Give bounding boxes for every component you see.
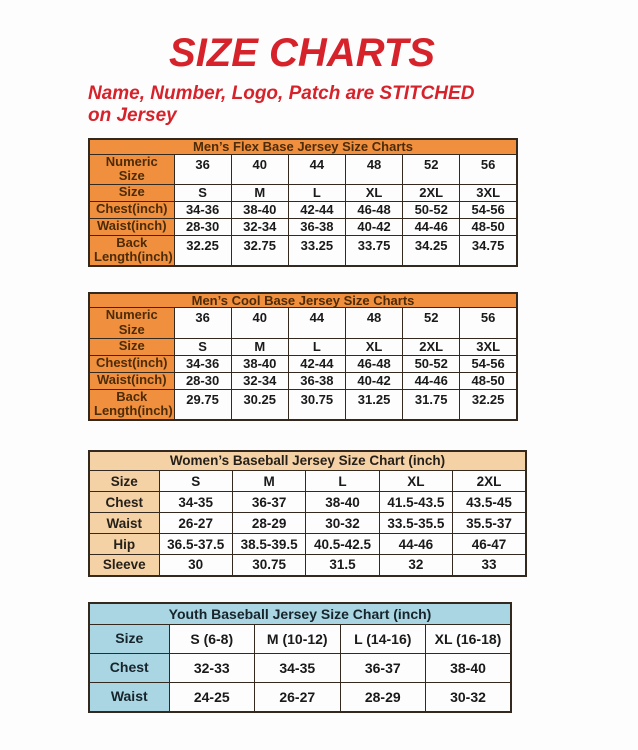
row-label: Chest (89, 654, 169, 683)
value-cell: M (231, 184, 288, 201)
value-cell: 56 (460, 154, 517, 184)
row-label: Waist(inch) (89, 218, 174, 235)
value-cell: 2XL (453, 471, 526, 492)
value-cell: 54-56 (460, 201, 517, 218)
value-cell: 30.75 (288, 389, 345, 420)
row-label: Chest (89, 492, 159, 513)
value-cell: 44 (288, 154, 345, 184)
value-cell: 44-46 (403, 372, 460, 389)
value-cell: S (174, 184, 231, 201)
value-cell: 34-36 (174, 201, 231, 218)
table-row-waist-inch- (89, 218, 517, 235)
value-cell: 40-42 (345, 218, 402, 235)
value-cell: 54-56 (460, 355, 517, 372)
table-row-numeric-size (89, 154, 517, 184)
value-cell: 38-40 (426, 654, 512, 683)
size-tables-container (88, 138, 638, 713)
value-cell: S (6-8) (169, 625, 255, 654)
value-cell: XL (345, 338, 402, 355)
value-cell: 36-37 (232, 492, 305, 513)
table-row-sleeve (89, 555, 526, 576)
table-row-waist-inch- (89, 372, 517, 389)
table-row-size (89, 471, 526, 492)
row-label: Numeric Size (89, 154, 174, 184)
value-cell: 28-29 (340, 683, 426, 712)
value-cell: 2XL (403, 338, 460, 355)
value-cell: 30.75 (232, 555, 305, 576)
value-cell: 34.75 (460, 235, 517, 266)
row-label: Size (89, 471, 159, 492)
row-label: Numeric Size (89, 308, 174, 338)
row-label: Hip (89, 534, 159, 555)
value-cell: 56 (460, 308, 517, 338)
row-label: Size (89, 184, 174, 201)
row-label: Waist (89, 683, 169, 712)
size-table-mens-flex-base (88, 138, 518, 267)
value-cell: 32.25 (460, 389, 517, 420)
row-label: Chest(inch) (89, 201, 174, 218)
table-row-hip (89, 534, 526, 555)
value-cell: 43.5-45 (453, 492, 526, 513)
value-cell: L (14-16) (340, 625, 426, 654)
value-cell: 38.5-39.5 (232, 534, 305, 555)
value-cell: 32.25 (174, 235, 231, 266)
value-cell: 33.75 (345, 235, 402, 266)
table-row-back-length-inch- (89, 235, 517, 266)
value-cell: 46-48 (345, 355, 402, 372)
value-cell: 31.25 (345, 389, 402, 420)
value-cell: 3XL (460, 184, 517, 201)
row-label: Size (89, 338, 174, 355)
table-title: Youth Baseball Jersey Size Chart (inch) (89, 603, 511, 625)
value-cell: M (232, 471, 305, 492)
value-cell: M (10-12) (255, 625, 341, 654)
value-cell: XL (16-18) (426, 625, 512, 654)
value-cell: 32-34 (231, 372, 288, 389)
value-cell: 40-42 (345, 372, 402, 389)
table-row-chest (89, 654, 511, 683)
table-row-back-length-inch- (89, 389, 517, 420)
table-title: Men’s Flex Base Jersey Size Charts (89, 139, 517, 154)
value-cell: 32.75 (231, 235, 288, 266)
table-row-chest (89, 492, 526, 513)
value-cell: L (306, 471, 379, 492)
value-cell: 30.25 (231, 389, 288, 420)
table-row-size (89, 625, 511, 654)
value-cell: 42-44 (288, 355, 345, 372)
value-cell: 34-35 (159, 492, 232, 513)
value-cell: 2XL (403, 184, 460, 201)
value-cell: 48-50 (460, 372, 517, 389)
value-cell: 34-35 (255, 654, 341, 683)
size-table-youth-baseball (88, 602, 512, 713)
value-cell: 33.25 (288, 235, 345, 266)
table-row-size (89, 184, 517, 201)
row-label: Sleeve (89, 555, 159, 576)
value-cell: 44-46 (379, 534, 452, 555)
row-label: Back Length(inch) (89, 235, 174, 266)
value-cell: 50-52 (403, 355, 460, 372)
value-cell: 26-27 (255, 683, 341, 712)
value-cell: 30-32 (426, 683, 512, 712)
size-table-womens-baseball (88, 450, 527, 577)
table-row-waist (89, 683, 511, 712)
value-cell: 33.5-35.5 (379, 513, 452, 534)
value-cell: 38-40 (231, 201, 288, 218)
row-label: Waist(inch) (89, 372, 174, 389)
value-cell: 26-27 (159, 513, 232, 534)
value-cell: S (159, 471, 232, 492)
value-cell: 29.75 (174, 389, 231, 420)
value-cell: L (288, 338, 345, 355)
table-row-waist (89, 513, 526, 534)
value-cell: 30-32 (306, 513, 379, 534)
value-cell: L (288, 184, 345, 201)
value-cell: 28-30 (174, 372, 231, 389)
value-cell: 36-37 (340, 654, 426, 683)
table-title-row (89, 293, 517, 308)
table-row-chest-inch- (89, 201, 517, 218)
value-cell: 48-50 (460, 218, 517, 235)
value-cell: 52 (403, 308, 460, 338)
value-cell: 40 (231, 154, 288, 184)
value-cell: 33 (453, 555, 526, 576)
value-cell: 31.5 (306, 555, 379, 576)
value-cell: 48 (345, 154, 402, 184)
value-cell: 50-52 (403, 201, 460, 218)
value-cell: 3XL (460, 338, 517, 355)
table-row-numeric-size (89, 308, 517, 338)
value-cell: 28-30 (174, 218, 231, 235)
table-title-row (89, 451, 526, 471)
value-cell: 36-38 (288, 372, 345, 389)
value-cell: 48 (345, 308, 402, 338)
table-row-chest-inch- (89, 355, 517, 372)
value-cell: 36 (174, 308, 231, 338)
value-cell: XL (379, 471, 452, 492)
subtitle (88, 83, 638, 127)
value-cell: 40 (231, 308, 288, 338)
value-cell: S (174, 338, 231, 355)
value-cell: 38-40 (231, 355, 288, 372)
value-cell: 24-25 (169, 683, 255, 712)
value-cell: M (231, 338, 288, 355)
value-cell: 32-34 (231, 218, 288, 235)
subtitle-line-1: Name, Number, Logo, Patch are STITCHED (88, 83, 475, 104)
value-cell: 32 (379, 555, 452, 576)
value-cell: 44-46 (403, 218, 460, 235)
value-cell: 30 (159, 555, 232, 576)
value-cell: XL (345, 184, 402, 201)
value-cell: 36.5-37.5 (159, 534, 232, 555)
table-row-size (89, 338, 517, 355)
table-title: Women’s Baseball Jersey Size Chart (inch) (89, 451, 526, 471)
value-cell: 41.5-43.5 (379, 492, 452, 513)
value-cell: 40.5-42.5 (306, 534, 379, 555)
row-label: Waist (89, 513, 159, 534)
value-cell: 34-36 (174, 355, 231, 372)
subtitle-line-2: on Jersey (88, 105, 177, 126)
row-label: Chest(inch) (89, 355, 174, 372)
value-cell: 44 (288, 308, 345, 338)
value-cell: 52 (403, 154, 460, 184)
value-cell: 32-33 (169, 654, 255, 683)
table-title-row (89, 139, 517, 154)
table-title: Men’s Cool Base Jersey Size Charts (89, 293, 517, 308)
value-cell: 36-38 (288, 218, 345, 235)
page-title: SIZE CHARTS (169, 31, 435, 75)
value-cell: 34.25 (403, 235, 460, 266)
value-cell: 36 (174, 154, 231, 184)
value-cell: 42-44 (288, 201, 345, 218)
value-cell: 28-29 (232, 513, 305, 534)
size-table-mens-cool-base (88, 292, 518, 421)
value-cell: 35.5-37 (453, 513, 526, 534)
value-cell: 31.75 (403, 389, 460, 420)
value-cell: 46-48 (345, 201, 402, 218)
row-label: Back Length(inch) (89, 389, 174, 420)
table-title-row (89, 603, 511, 625)
value-cell: 38-40 (306, 492, 379, 513)
value-cell: 46-47 (453, 534, 526, 555)
row-label: Size (89, 625, 169, 654)
